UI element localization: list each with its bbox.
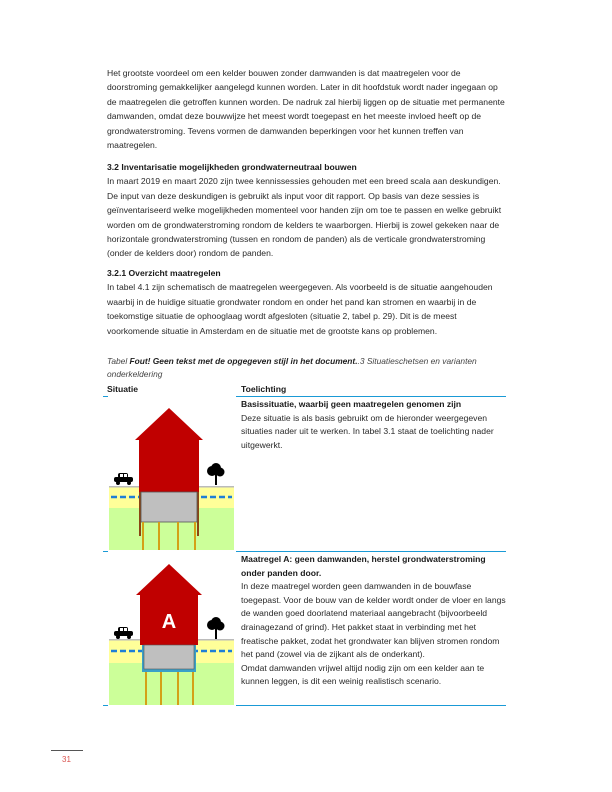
table-rule xyxy=(103,396,108,397)
table-rule xyxy=(236,705,506,706)
row-body-note: Omdat damwanden vrijwel altijd nodig zijn om een kelder aan te kunnen leggen, is dit een weinig realistisch scenario. xyxy=(241,662,485,687)
page-number: 31 xyxy=(62,755,71,764)
column-header-toelichting: Toelichting xyxy=(241,384,287,394)
figure-label-a: A xyxy=(161,611,177,633)
table-rule xyxy=(236,396,506,397)
row-body: In deze maatregel worden geen damwanden in de bouwfase toegepast. Voor de bouw van de kelder wordt onder de vloer en langs de wanden goed doorlatend materiaal aangebracht (bijvoorbeeld drainagezand of grind). Het pakket staat in verbinding met het freatische pakket, zodat het grondwater kan blijven stromen rondom het pand (zowel via de zijkant als de onderkant). xyxy=(241,581,506,660)
caption-error-reference: Fout! Geen tekst met de opgegeven stijl in het document. xyxy=(129,356,358,366)
section-3-2 xyxy=(107,160,507,261)
intro-paragraph: Het grootste voordeel om een kelder bouwen zonder damwanden is dat maatregelen voor de doorstroming gemakkelijker aangelegd kunnen worden. Later in dit hoofdstuk wordt nader ingegaan op de maatregelen die getroffen kunnen worden. De nadruk zal hierbij liggen op de situatie met permanente damwanden, omdat deze bouwwijze het meest wordt toegepast en het meeste invloed heeft op de grondwaterstroming. Tevens vormen de damwanden beperkingen voor het kunnen treffen van maatregelen. xyxy=(107,68,505,151)
table-caption xyxy=(107,355,507,381)
column-header-situatie: Situatie xyxy=(107,384,139,394)
footer-divider xyxy=(51,750,83,751)
row-title: Basissituatie, waarbij geen maatregelen genomen zijn xyxy=(241,399,462,409)
section-heading: 3.2.1 Overzicht maatregelen xyxy=(107,268,221,278)
figure-maatregel-a xyxy=(109,553,234,705)
table-rule xyxy=(103,551,108,552)
section-heading: 3.2 Inventarisatie mogelijkheden grondwaterneutraal bouwen xyxy=(107,162,357,172)
section-3-2-1 xyxy=(107,266,507,338)
caption-prefix: Tabel xyxy=(107,356,130,366)
row-maatregel-a-text xyxy=(241,553,509,689)
caption-suffix: .3 Situatieschetsen en varianten onderkeldering xyxy=(107,356,477,379)
table-rule xyxy=(236,551,506,552)
section-body: In maart 2019 en maart 2020 zijn twee kennissessies gehouden met een breed scala aan deskundigen. De input van deze deskundigen is gebruikt als input voor dit rapport. Op basis van deze sessies is geïnventariseerd welke mogelijkheden momenteel voor handen zijn om toe te passen en welke gebruikt worden om de grondwaterstroming rondom de kelders te waarborgen. Hierbij is zowel gekeken naar de horizontale grondwaterstroming (tussen en rondom de panden) als de verticale grondwaterstroming (onder de kelders door) rondom de panden. xyxy=(107,176,502,259)
tree-icon xyxy=(207,617,225,639)
row-body: Deze situatie is als basis gebruikt om de hieronder weergegeven situaties nader uit te werken. In tabel 3.1 staat de toelichting nader uitgewerkt. xyxy=(241,412,494,450)
figure-base-situation xyxy=(109,398,234,550)
row-title: Maatregel A: geen damwanden, herstel grondwaterstroming onder panden door. xyxy=(241,554,486,578)
tree-icon xyxy=(207,463,225,485)
table-rule xyxy=(103,705,108,706)
section-body: In tabel 4.1 zijn schematisch de maatregelen weergegeven. Als voorbeeld is de situatie aangehouden waarbij in de huidige situatie grondwater rondom en onder het pand kan stromen en waarbij in de toekomstige situatie de ophooglaag wordt afgesloten (situatie 2, tabel p. 29). Dit is de meest voorkomende situatie in Amsterdam en de situatie met de grootste kans op problemen. xyxy=(107,282,493,336)
car-icon xyxy=(114,473,133,485)
car-icon xyxy=(114,627,133,639)
row-base-situation-text xyxy=(241,398,509,452)
